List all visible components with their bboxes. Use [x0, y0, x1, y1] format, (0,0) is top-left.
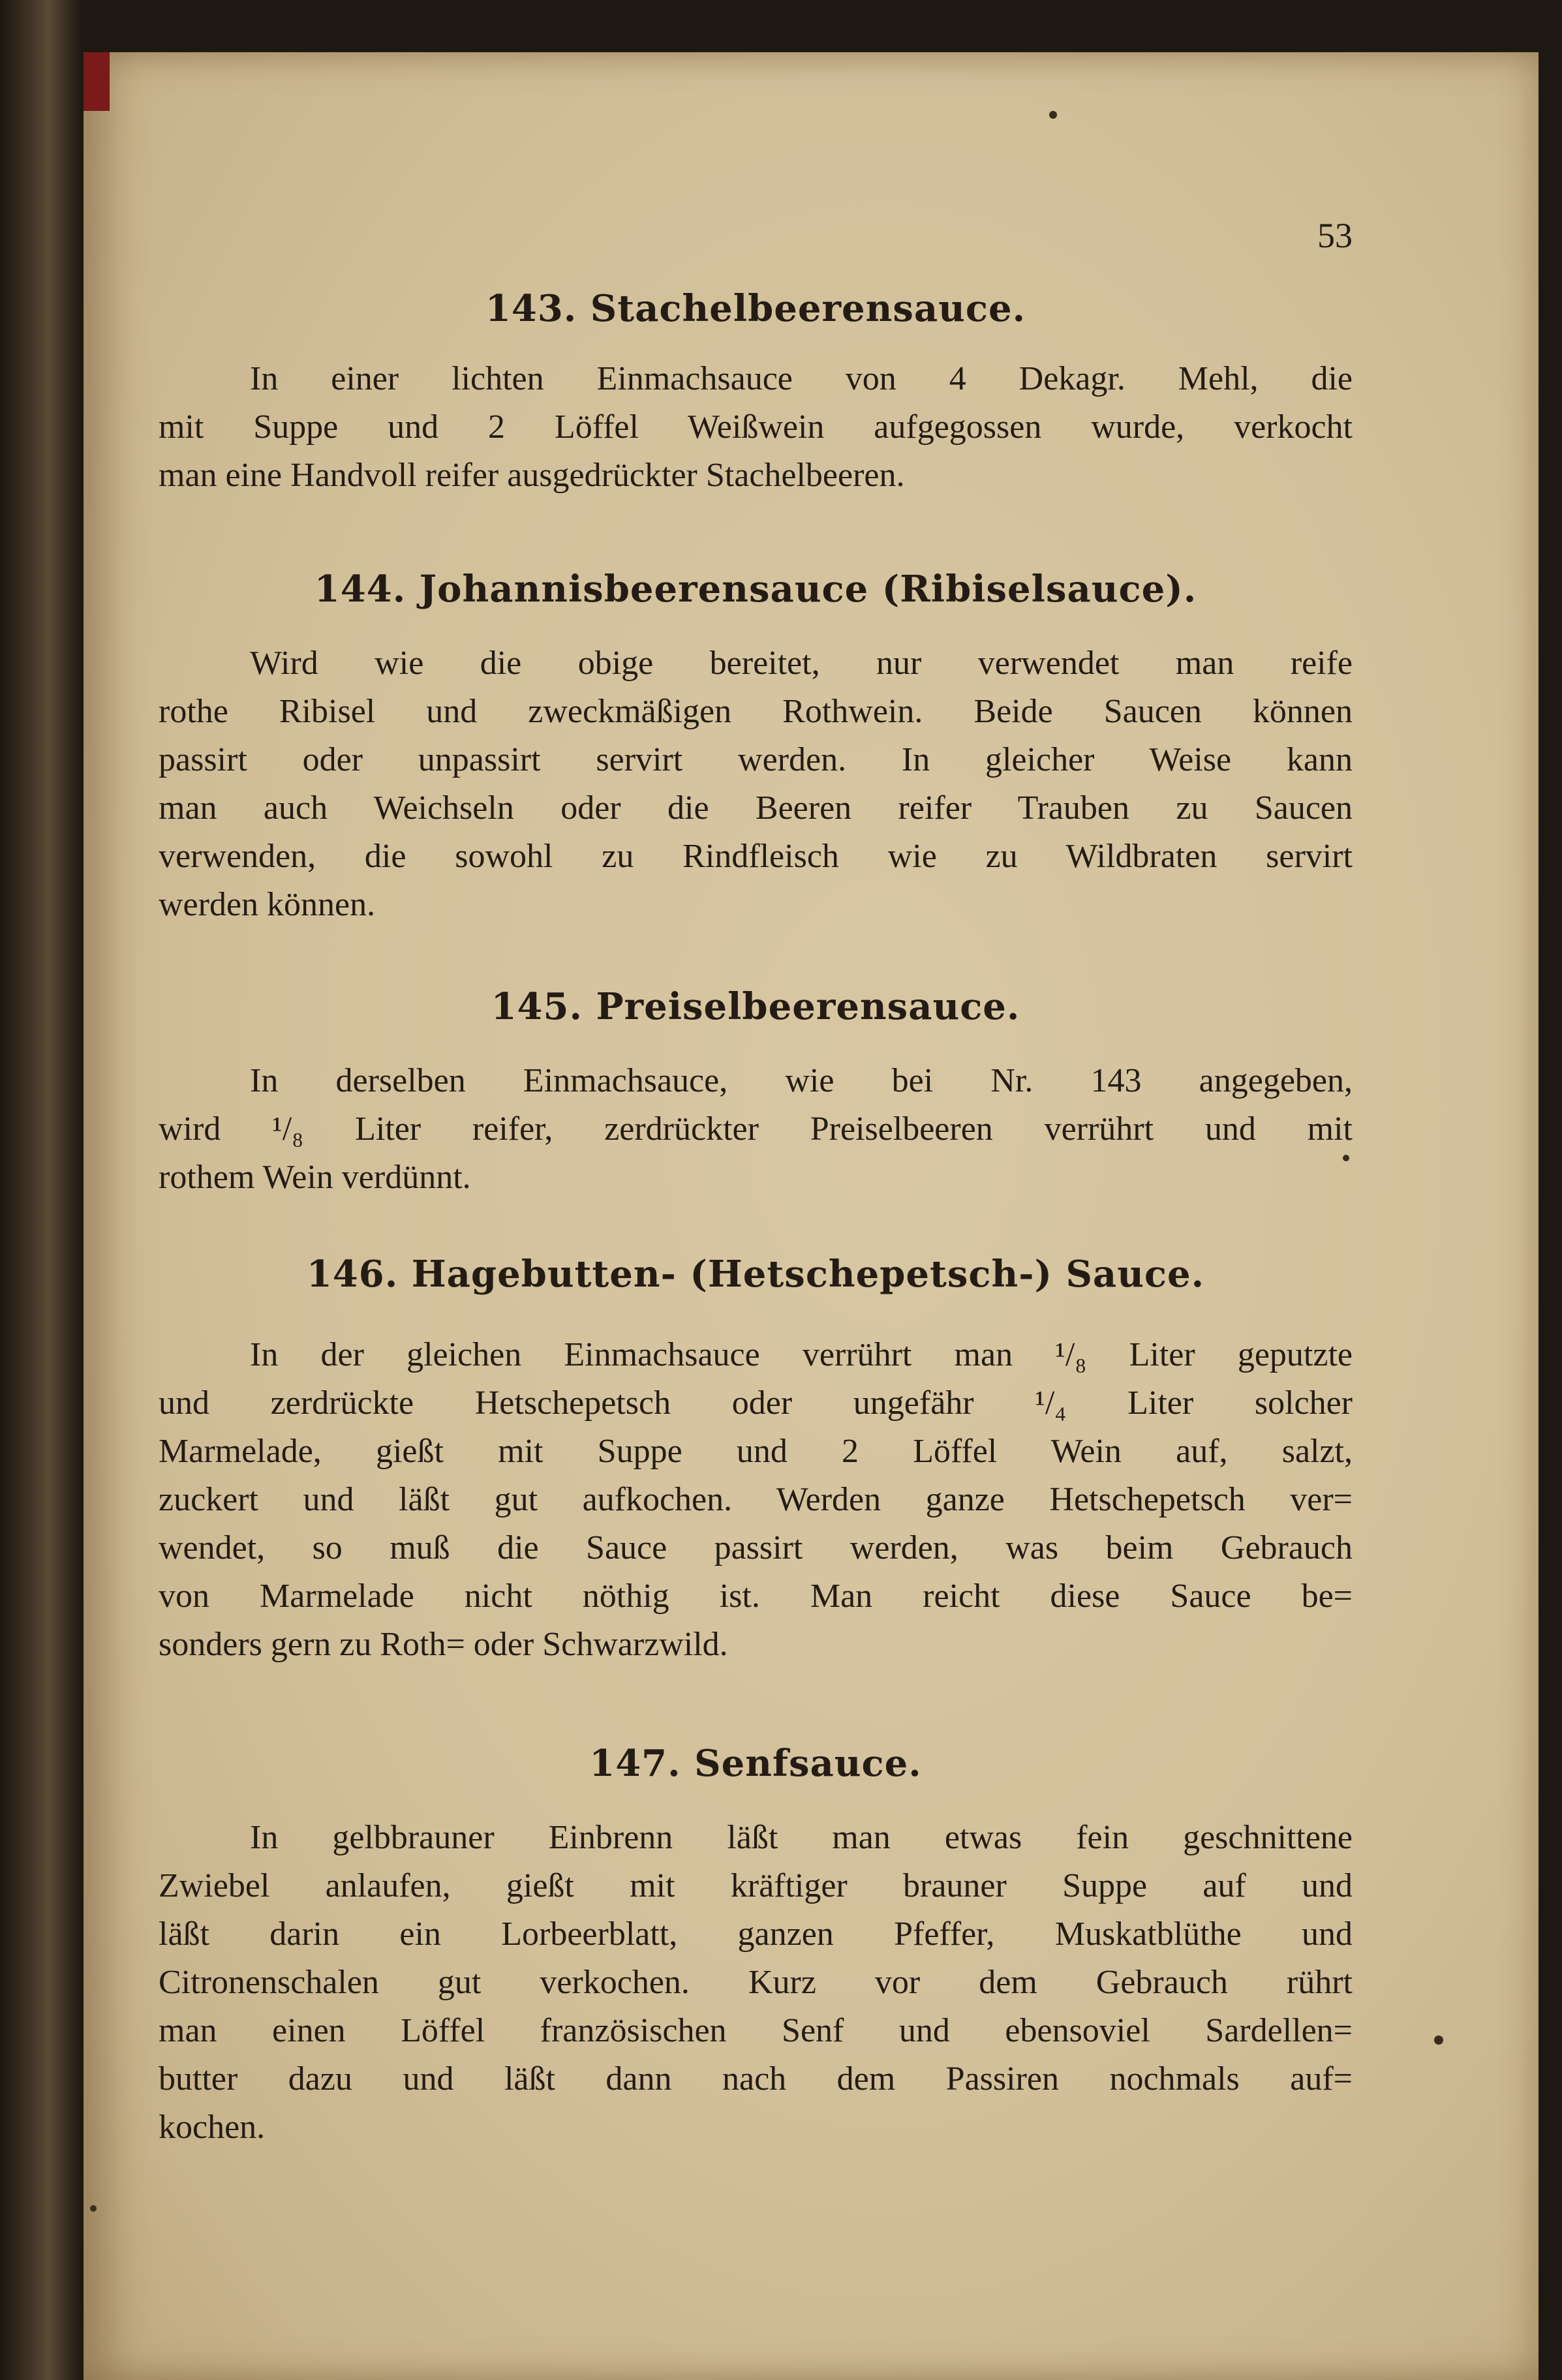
text-line: butter dazu und läßt dann nach dem Passiren nochmals auf= [159, 2060, 1353, 2098]
text-line: In der gleichen Einmachsauce verrührt man ¹/₈ Liter geputzte [250, 1336, 1353, 1373]
text-line: passirt oder unpassirt servirt werden. In gleicher Weise kann [159, 741, 1353, 778]
binding-edge [84, 52, 110, 111]
text-line: mit Suppe und 2 Löffel Weißwein aufgegossen wurde, verkocht [159, 408, 1353, 446]
text-line: rothe Ribisel und zweckmäßigen Rothwein. Beide Saucen können [159, 693, 1353, 730]
text-line: Zwiebel anlaufen, gießt mit kräftiger brauner Suppe auf und [159, 1867, 1353, 1904]
recipe-text-145 [159, 1057, 1353, 1202]
text-line: In derselben Einmachsauce, wie bei Nr. 143 angegeben, [250, 1062, 1353, 1099]
recipe-heading-147: 147. Senfsauce. [589, 1742, 922, 1785]
text-line: läßt darin ein Lorbeerblatt, ganzen Pfeffer, Muskatblüthe und [159, 1915, 1353, 1953]
text-line: zuckert und läßt gut aufkochen. Werden ganze Hetschepetsch ver= [159, 1481, 1353, 1518]
paper-spot [1343, 1155, 1349, 1161]
text-line: man eine Handvoll reifer ausgedrückter Stachelbeeren. [159, 457, 905, 494]
text-line: wird ¹/₈ Liter reifer, zerdrückter Preiselbeeren verrührt und mit [159, 1110, 1353, 1148]
text-line: Marmelade, gießt mit Suppe und 2 Löffel Wein auf, salzt, [159, 1433, 1353, 1470]
recipe-text-147 [159, 1814, 1353, 2152]
recipe-heading-143: 143. Stachelbeerensauce. [485, 287, 1026, 330]
text-line: rothem Wein verdünnt. [159, 1159, 471, 1196]
recipe-text-146 [159, 1331, 1353, 1669]
recipe-text-143 [159, 355, 1353, 500]
paper-spot [1049, 111, 1057, 119]
text-line: man einen Löffel französischen Senf und ebensoviel Sardellen= [159, 2012, 1353, 2049]
text-line: man auch Weichseln oder die Beeren reifer Trauben zu Saucen [159, 789, 1353, 827]
text-line: verwenden, die sowohl zu Rindfleisch wie zu Wildbraten servirt [159, 838, 1353, 875]
recipe-text-144 [159, 639, 1353, 929]
page-number: 53 [1317, 216, 1353, 255]
text-line: Wird wie die obige bereitet, nur verwendet man reife [250, 645, 1353, 682]
paper-spot [90, 2205, 97, 2212]
text-line: sonders gern zu Roth= oder Schwarzwild. [159, 1626, 728, 1663]
book-page [84, 52, 1539, 2380]
text-line: und zerdrückte Hetschepetsch oder ungefähr ¹/₄ Liter solcher [159, 1384, 1353, 1422]
text-line: kochen. [159, 2109, 266, 2146]
text-line: von Marmelade nicht nöthig ist. Man reicht diese Sauce be= [159, 1578, 1353, 1615]
text-line: wendet, so muß die Sauce passirt werden, was beim Gebrauch [159, 1529, 1353, 1566]
paper-spot [1434, 2036, 1443, 2045]
recipe-heading-146: 146. Hagebutten- (Hetschepetsch-) Sauce. [306, 1253, 1205, 1296]
text-line: werden können. [159, 886, 376, 923]
recipe-heading-144: 144. Johannisbeerensauce (Ribiselsauce). [314, 568, 1197, 611]
recipe-heading-145: 145. Preiselbeerensauce. [491, 985, 1020, 1028]
text-line: In einer lichten Einmachsauce von 4 Dekagr. Mehl, die [250, 360, 1353, 397]
text-line: Citronenschalen gut verkochen. Kurz vor dem Gebrauch rührt [159, 1964, 1353, 2001]
text-line: In gelbbrauner Einbrenn läßt man etwas fein geschnittene [250, 1819, 1353, 1856]
